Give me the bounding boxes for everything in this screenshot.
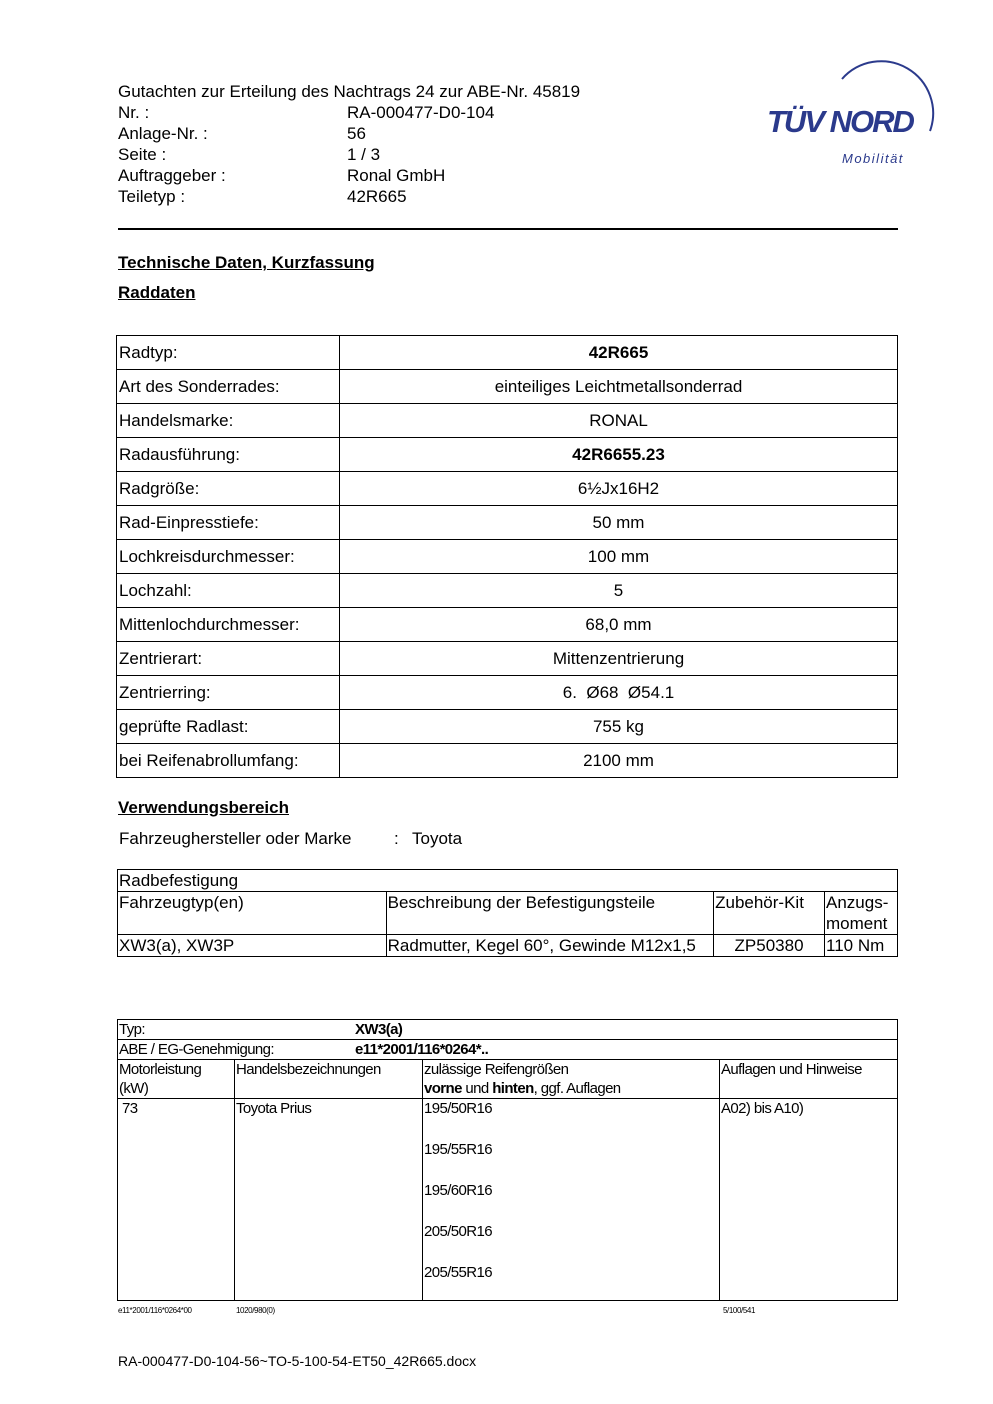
row-value: 755 kg <box>340 710 898 744</box>
row-value: 42R6655.23 <box>340 438 898 472</box>
table-row <box>117 744 898 778</box>
tire-size: 195/50R16 <box>424 1100 492 1117</box>
section-raddaten: Raddaten <box>118 283 196 302</box>
table-row <box>118 1040 898 1060</box>
row-key: Zentrierring: <box>117 676 340 710</box>
row-value: 42R665 <box>340 336 898 370</box>
row-key: Radausführung: <box>117 438 340 472</box>
table-row <box>117 336 898 370</box>
auftraggeber-label: Auftraggeber : <box>118 166 226 185</box>
hersteller-separator: : <box>394 829 399 848</box>
table-row <box>118 1060 898 1099</box>
abe-row <box>118 1040 898 1060</box>
document-title: Gutachten zur Erteilung des Nachtrags 24 zur ABE-Nr. 45819 <box>118 82 581 101</box>
typ-value: XW3(a) <box>355 1021 403 1038</box>
cell-beschreibung: Radmutter, Kegel 60°, Gewinde M12x1,5 <box>386 935 713 957</box>
table-row <box>117 540 898 574</box>
cell-anzugsmoment: 110 Nm <box>825 935 898 957</box>
header-beschreibung: Beschreibung der Befestigungsteile <box>386 892 713 935</box>
row-value: RONAL <box>340 404 898 438</box>
row-value: 6. Ø68 Ø54.1 <box>340 676 898 710</box>
row-key: bei Reifenabrollumfang: <box>117 744 340 778</box>
cell-motor: 73 <box>118 1099 235 1301</box>
cell-zubehoer: ZP50380 <box>714 935 825 957</box>
header-reifen <box>423 1060 720 1099</box>
row-value: einteiliges Leichtmetallsonderrad <box>340 370 898 404</box>
footnote-code: 5/100/541 <box>723 1306 755 1315</box>
hersteller-value: Toyota <box>412 829 463 848</box>
cell-reifen <box>423 1099 720 1301</box>
cell-fahrzeugtyp: XW3(a), XW3P <box>118 935 387 957</box>
table-row <box>118 1099 898 1301</box>
table-row <box>117 370 898 404</box>
row-key: Zentrierart: <box>117 642 340 676</box>
header-reifen-line1: zulässige Reifengrößen <box>424 1061 569 1078</box>
tire-size: 205/55R16 <box>424 1264 492 1281</box>
tire-size: 195/55R16 <box>424 1141 492 1158</box>
row-value: 50 mm <box>340 506 898 540</box>
tire-size: 205/50R16 <box>424 1223 492 1240</box>
header-divider <box>118 228 898 230</box>
row-value: 2100 mm <box>340 744 898 778</box>
footnote-weights: 1020/980(0) <box>236 1306 275 1315</box>
table-row <box>118 870 898 892</box>
row-key: Radgröße: <box>117 472 340 506</box>
tire-size: 195/60R16 <box>424 1182 492 1199</box>
teiletyp-label: Teiletyp : <box>118 187 186 206</box>
row-value: 100 mm <box>340 540 898 574</box>
table-row <box>117 404 898 438</box>
row-key: Rad-Einpresstiefe: <box>117 506 340 540</box>
teiletyp-value: 42R665 <box>347 187 407 206</box>
row-key: Handelsmarke: <box>117 404 340 438</box>
befestigung-title: Radbefestigung <box>118 870 898 892</box>
header-motor: Motorleistung (kW) <box>118 1060 235 1099</box>
table-row <box>117 506 898 540</box>
und-label: und <box>461 1080 493 1097</box>
row-key: geprüfte Radlast: <box>117 710 340 744</box>
anlage-value: 56 <box>347 124 366 143</box>
typ-label: Typ: <box>119 1021 145 1038</box>
table-row <box>117 642 898 676</box>
tuev-nord-logo: TÜV NORD <box>767 104 913 139</box>
raddaten-table <box>116 335 898 778</box>
table-row <box>118 935 898 957</box>
auflagen-suffix: , ggf. Auflagen <box>533 1080 621 1097</box>
row-key: Mittenlochdurchmesser: <box>117 608 340 642</box>
nr-label: Nr. : <box>118 103 150 122</box>
footer-filename: RA-000477-D0-104-56~TO-5-100-54-ET50_42R665.docx <box>118 1353 477 1369</box>
typ-row <box>118 1020 898 1040</box>
header-handel: Handelsbezeichnungen <box>235 1060 423 1099</box>
table-row <box>118 1020 898 1040</box>
abe-label: ABE / EG-Genehmigung: <box>119 1041 274 1058</box>
abe-value: e11*2001/116*0264*.. <box>355 1041 489 1058</box>
table-row <box>117 676 898 710</box>
vorne-label: vorne <box>424 1080 462 1097</box>
table-row <box>117 710 898 744</box>
header-zubehoer: Zubehör-Kit <box>714 892 825 935</box>
section-tech: Technische Daten, Kurzfassung <box>118 253 375 272</box>
header-anzugsmoment: Anzugs- moment <box>825 892 898 935</box>
befestigung-table <box>117 869 898 957</box>
cell-handel: Toyota Prius <box>235 1099 423 1301</box>
header-reifen-line2 <box>424 1079 718 1098</box>
row-value: 68,0 mm <box>340 608 898 642</box>
footnote-abe: e11*2001/116*0264*00 <box>118 1306 192 1315</box>
row-key: Lochzahl: <box>117 574 340 608</box>
section-verwendung: Verwendungsbereich <box>118 798 289 817</box>
nr-value: RA-000477-D0-104 <box>347 103 495 122</box>
cell-auflagen: A02) bis A10) <box>720 1099 898 1301</box>
auftraggeber-value: Ronal GmbH <box>347 166 446 185</box>
logo-subtitle: Mobilität <box>842 151 904 166</box>
seite-value: 1 / 3 <box>347 145 381 164</box>
row-key: Radtyp: <box>117 336 340 370</box>
table-row <box>118 892 898 935</box>
table-row <box>117 608 898 642</box>
header-fahrzeugtyp: Fahrzeugtyp(en) <box>118 892 387 935</box>
hinten-label: hinten <box>492 1080 534 1097</box>
header-auflagen: Auflagen und Hinweise <box>720 1060 898 1099</box>
hersteller-label: Fahrzeughersteller oder Marke <box>119 829 352 848</box>
anlage-label: Anlage-Nr. : <box>118 124 208 143</box>
table-row <box>117 574 898 608</box>
row-key: Lochkreisdurchmesser: <box>117 540 340 574</box>
row-value: 5 <box>340 574 898 608</box>
row-value: Mittenzentrierung <box>340 642 898 676</box>
row-value: 6½Jx16H2 <box>340 472 898 506</box>
table-row <box>117 472 898 506</box>
table-row <box>117 438 898 472</box>
typ-table <box>117 1019 898 1301</box>
seite-label: Seite : <box>118 145 167 164</box>
row-key: Art des Sonderrades: <box>117 370 340 404</box>
